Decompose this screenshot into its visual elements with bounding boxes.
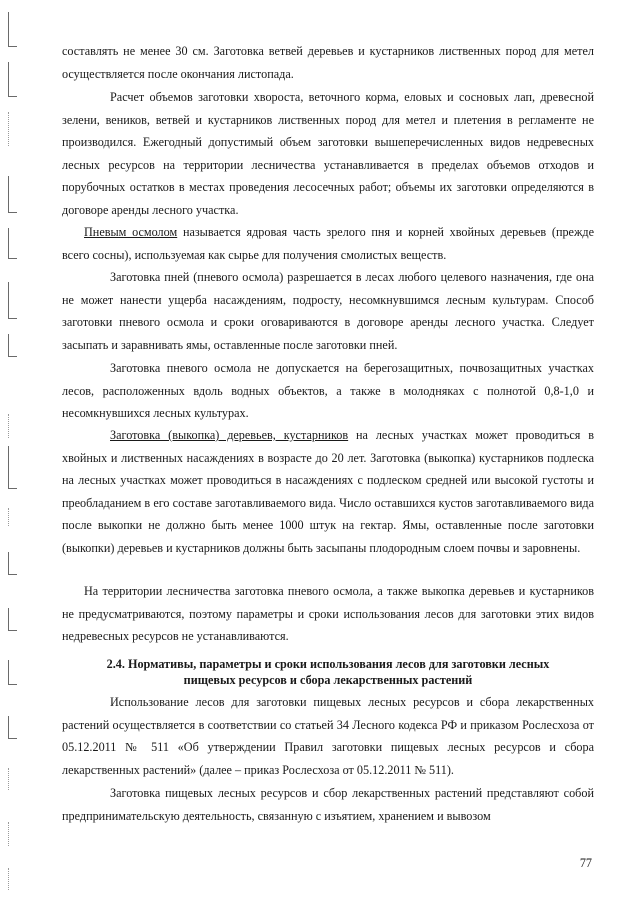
paragraph-1: составлять не менее 30 см. Заготовка ветвей деревьев и кустарников лиственных пород для метел осуществляется после окончания листопада.	[62, 44, 594, 81]
paragraph-8: Использование лесов для заготовки пищевых лесных ресурсов и сбора лекарственных растений осуществляется в соответствии со статьей 34 Лесного кодекса РФ и приказом Рослесхоза от 05.12.2011 № 511 «Об утверждении Правил заготовки пищевых лесных ресурсов и сбора лекарственных растений» (далее – приказ Рослесхоза от 05.12.2011 № 511).	[62, 695, 594, 777]
section-heading	[62, 656, 594, 688]
section-heading-line-1: 2.4. Нормативы, параметры и сроки использования лесов для заготовки лесных	[106, 657, 550, 671]
paragraph-6	[62, 424, 594, 560]
binder-mark	[8, 768, 17, 790]
binder-mark	[8, 716, 17, 739]
binder-mark	[8, 822, 17, 846]
binder-mark	[8, 608, 17, 631]
page-number: 77	[579, 856, 592, 870]
binder-mark	[8, 446, 17, 489]
paragraph-3-text: называется ядровая часть зрелого пня и корней хвойных деревьев (прежде всего сосны), используемая как сырье для получения смолистых веществ.	[62, 225, 594, 262]
term-pnevoy-osmol: Пневым осмолом	[84, 225, 178, 239]
binder-mark	[8, 868, 17, 890]
term-vykopka: Заготовка (выкопка) деревьев, кустарников	[110, 428, 349, 442]
binder-mark	[8, 112, 17, 146]
paragraph-5: Заготовка пневого осмола не допускается на берегозащитных, почвозащитных участках лесов, расположенных вдоль водных объектов, а также в молодняках с полнотой 0,8-1,0 и несомкнувшихся лесных культурах.	[62, 361, 594, 421]
binder-mark	[8, 228, 17, 259]
binder-mark	[8, 552, 17, 575]
binder-mark	[8, 62, 17, 97]
binder-mark	[8, 660, 17, 685]
binder-mark	[8, 282, 17, 319]
paragraph-6-text: на лесных участках может проводиться в хвойных и лиственных насаждениях в возрасте до 20 лет. Заготовка (выкопка) кустарников подлеска на лесных участках может проводиться в насаждениях с подлеском средней или высокой густоты и преобладанием в его составе заготавливаемого вида. Число оставшихся кустов заготавливаемого вида после выкопки не должно быть менее 1000 штук на гектар. Ямы, оставленные после заготовки (выкопки) деревьев и кустарников должны быть засыпаны плодородным слоем почвы и заровнены.	[62, 428, 594, 555]
binder-mark	[8, 334, 17, 357]
paragraph-3	[62, 221, 594, 266]
paragraph-4: Заготовка пней (пневого осмола) разрешается в лесах любого целевого назначения, где она не может нанести ущерба насаждениям, подросту, несомкнувшимся лесным культурам. Способ заготовки пневого осмола и сроки оговариваются в договоре аренды лесного участка. Следует засыпать и заравнивать ямы, оставленные после заготовки пней.	[62, 270, 594, 352]
binder-mark	[8, 414, 17, 438]
section-heading-line-2: пищевых ресурсов и сбора лекарственных растений	[183, 673, 473, 687]
binder-mark	[8, 508, 17, 526]
paragraph-2: Расчет объемов заготовки хвороста, веточного корма, еловых и сосновых лап, древесной зелени, веников, ветвей и кустарников лиственных пород для метел и плетения в регламенте не производился. Ежегодный допустимый объем заготовки вышеперечисленных видов недревесных лесных ресурсов на территории лесничества устанавливается в пределах объемов отходов и порубочных остатков в местах проведения лесосечных работ; объемы их заготовки определяются в договоре аренды лесного участка.	[62, 90, 594, 217]
paragraph-7: На территории лесничества заготовка пневого осмола, а также выкопка деревьев и кустарников не предусматриваются, поэтому параметры и сроки использования лесов для заготовки этих видов недревесных ресурсов не устанавливаются.	[62, 584, 594, 644]
paragraph-9: Заготовка пищевых лесных ресурсов и сбор лекарственных растений представляют собой предпринимательскую деятельность, связанную с изъятием, хранением и вывозом	[62, 786, 594, 823]
binder-mark	[8, 12, 17, 47]
binder-mark	[8, 176, 17, 213]
